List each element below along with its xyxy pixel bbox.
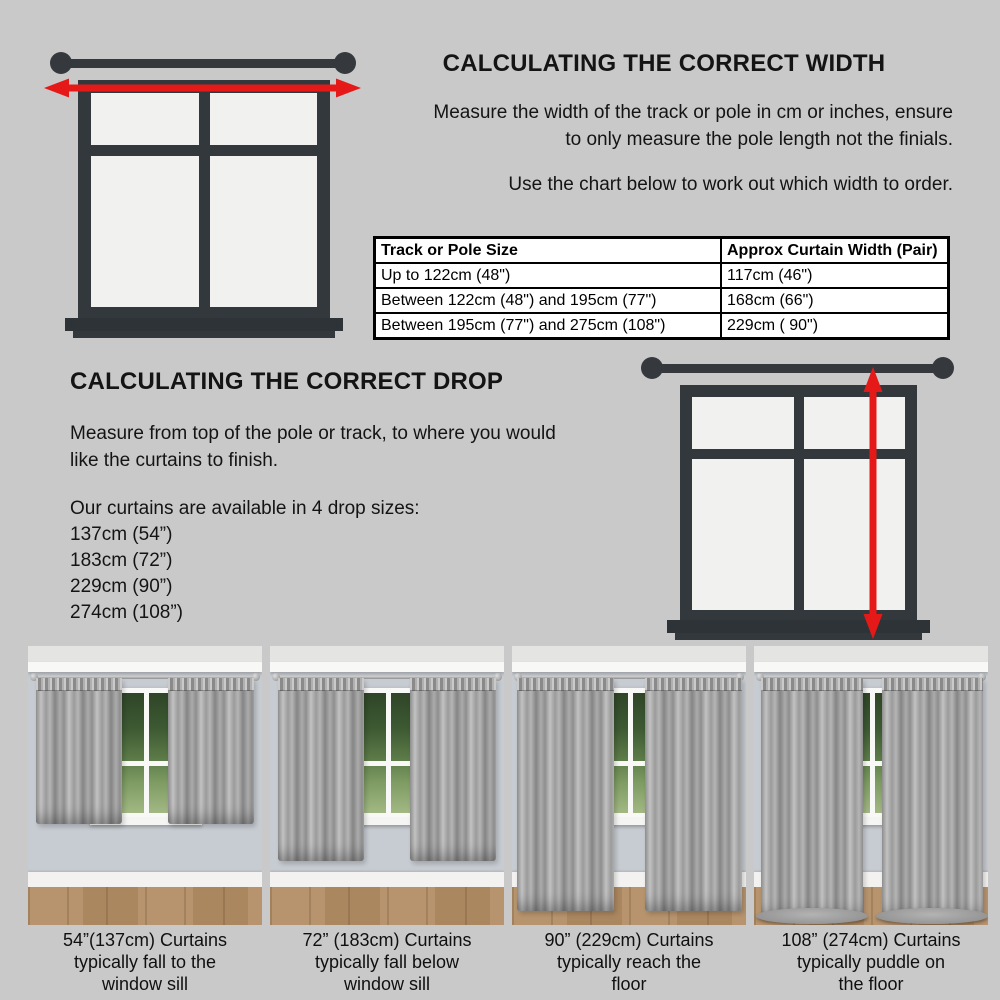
skirting-board [270, 872, 504, 887]
window-mullion [870, 693, 875, 813]
caption-line: typically fall below [314, 952, 460, 972]
curtain-pole [653, 364, 941, 373]
curtain-right [168, 678, 254, 824]
caption-line: the floor [838, 974, 904, 994]
pencil-pleat-tape [168, 678, 254, 691]
crown-molding [512, 662, 746, 672]
track-size-cell: Between 195cm (77") and 275cm (108") [375, 313, 722, 339]
ceiling-strip [28, 646, 262, 662]
caption-line: 54”(137cm) Curtains [62, 930, 228, 950]
curtain-width-cell: 168cm (66") [721, 288, 949, 313]
caption-90 [512, 929, 746, 995]
size-table-row [375, 313, 949, 339]
curtain-right [882, 678, 983, 918]
pole-finial-right [334, 52, 356, 74]
pencil-pleat-tape [761, 678, 863, 691]
pole-finial-left [641, 357, 663, 379]
skirting-board [28, 872, 262, 887]
drop-measure-arrow-icon [862, 367, 884, 644]
drop-size-item: 229cm (90”) [70, 576, 173, 597]
width-illustration [0, 0, 370, 350]
crown-molding [28, 662, 262, 672]
width-measure-arrow-icon [44, 77, 361, 104]
caption-line: typically reach the [556, 952, 702, 972]
width-section-heading: CALCULATING THE CORRECT WIDTH [442, 50, 886, 77]
pencil-pleat-tape [882, 678, 983, 691]
caption-line: typically puddle on [796, 952, 946, 972]
size-table-row [375, 288, 949, 313]
caption-line: 108” (274cm) Curtains [781, 930, 961, 950]
curtain-left [278, 678, 364, 861]
curtain-pole [55, 59, 351, 68]
drop-size-item: 137cm (54”) [70, 524, 173, 545]
drop-sizes-block [70, 496, 420, 626]
curtain-width-cell: 229cm ( 90") [721, 313, 949, 339]
crown-molding [754, 662, 988, 672]
size-table-header-row [375, 238, 949, 264]
curtain-left [36, 678, 122, 824]
window-mullion-bar [199, 93, 210, 307]
window-mullion [628, 693, 633, 813]
drop-examples-row [28, 646, 988, 925]
curtain-left [517, 678, 614, 911]
window-sill [65, 318, 343, 331]
caption-row [28, 929, 988, 995]
track-size-cell: Between 122cm (48") and 195cm (77") [375, 288, 722, 313]
size-table-header-track: Track or Pole Size [375, 238, 722, 264]
wood-floor [270, 887, 504, 925]
window-apron [675, 633, 922, 640]
drop-size-item: 274cm (108”) [70, 602, 183, 623]
caption-72 [270, 929, 504, 995]
ceiling-strip [754, 646, 988, 662]
pencil-pleat-tape [410, 678, 496, 691]
drop-illustration [600, 340, 1000, 645]
drop-intro-line2: like the curtains to finish. [70, 450, 279, 471]
size-table-row [375, 263, 949, 288]
width-intro-line1: Measure the width of the track or pole in cm or inches, ensure [433, 102, 953, 123]
caption-line: 72” (183cm) Curtains [302, 930, 472, 950]
caption-54 [28, 929, 262, 995]
window-mullion [144, 693, 149, 813]
curtain-right [645, 678, 742, 911]
caption-line: floor [611, 974, 647, 994]
drop-size-item: 183cm (72”) [70, 550, 173, 571]
pencil-pleat-tape [36, 678, 122, 691]
photo-curtains-90 [512, 646, 746, 925]
ceiling-strip [270, 646, 504, 662]
width-section-intro [375, 99, 953, 153]
pencil-pleat-tape [645, 678, 742, 691]
photo-curtains-72 [270, 646, 504, 925]
drop-sizes-label: Our curtains are available in 4 drop sizes: [70, 498, 420, 519]
size-table [373, 236, 950, 340]
size-table-header-width: Approx Curtain Width (Pair) [721, 238, 949, 264]
caption-line: window sill [101, 974, 189, 994]
drop-section-heading: CALCULATING THE CORRECT DROP [70, 368, 504, 395]
window-mullion [386, 693, 391, 813]
caption-108 [754, 929, 988, 995]
caption-line: typically fall to the [73, 952, 217, 972]
width-chart-note: Use the chart below to work out which width to order. [508, 174, 953, 195]
drop-intro-line1: Measure from top of the pole or track, to where you would [70, 423, 556, 444]
drop-section-intro [70, 420, 556, 474]
photo-curtains-54 [28, 646, 262, 925]
window-apron [73, 331, 335, 338]
wood-floor [28, 887, 262, 925]
curtain-right [410, 678, 496, 861]
window-sill [667, 620, 930, 633]
curtain-left [761, 678, 863, 918]
caption-line: 90” (229cm) Curtains [544, 930, 714, 950]
width-intro-line2: to only measure the pole length not the finials. [565, 129, 953, 150]
curtain-puddle-left [756, 908, 868, 924]
track-size-cell: Up to 122cm (48") [375, 263, 722, 288]
caption-line: window sill [343, 974, 431, 994]
window-graphic [78, 80, 330, 320]
ceiling-strip [512, 646, 746, 662]
pole-finial-left [50, 52, 72, 74]
crown-molding [270, 662, 504, 672]
curtain-width-cell: 117cm (46") [721, 263, 949, 288]
pencil-pleat-tape [278, 678, 364, 691]
curtain-puddle-right [876, 908, 988, 924]
photo-curtains-108 [754, 646, 988, 925]
pencil-pleat-tape [517, 678, 614, 691]
pole-finial-right [932, 357, 954, 379]
window-mullion-bar [794, 397, 804, 610]
